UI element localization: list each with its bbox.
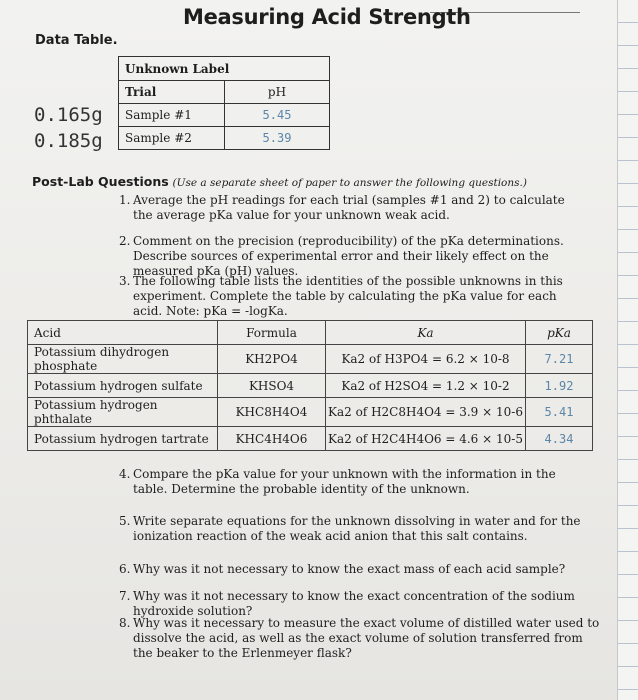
acid-formula: KHC8H4O4 — [218, 398, 326, 427]
acid-name: Potassium dihydrogen phosphate — [28, 345, 218, 374]
acid-pka: 7.21 — [526, 345, 593, 374]
question-4: 4. Compare the pKa value for your unknown with the information in the table. Determine the probable identity of the unknown. — [119, 467, 556, 496]
col-trial-header: Trial — [119, 81, 225, 104]
binder-edge — [617, 0, 638, 700]
acid-table — [27, 320, 593, 451]
trial-cell: Sample #2 — [119, 127, 225, 150]
question-3: 3. The following table lists the identities of the possible unknowns in this experiment. Complete the table by calculating the pKa value for each acid. Note: pKa = -logKa. — [119, 274, 563, 318]
acid-pka: 1.92 — [526, 374, 593, 398]
acid-ka: Ka2 of H2SO4 = 1.2 × 10-2 — [326, 374, 526, 398]
acid-formula: KH2PO4 — [218, 345, 326, 374]
question-1: 1. Average the pH readings for each trial (samples #1 and 2) to calculate the average pKa value for your unknown weak acid. — [119, 193, 565, 222]
col-ph-header: pH — [225, 81, 330, 104]
question-6: 6. Why was it not necessary to know the exact mass of each acid sample? — [119, 562, 566, 576]
acid-name: Potassium hydrogen phthalate — [28, 398, 218, 427]
data-table-heading: Data Table. — [35, 33, 118, 48]
acid-ka: Ka2 of H2C4H4O6 = 4.6 × 10-5 — [326, 427, 526, 451]
question-7: 7. Why was it not necessary to know the exact concentration of the sodium hydroxide solution? — [119, 589, 575, 618]
table-row — [28, 398, 593, 427]
table-row — [119, 104, 330, 127]
mass-sample-1: 0.165g — [34, 104, 103, 126]
table-row — [28, 427, 593, 451]
acid-pka: 5.41 — [526, 398, 593, 427]
ph-cell: 5.45 — [225, 104, 330, 127]
acid-header: Acid — [28, 321, 218, 345]
acid-name: Potassium hydrogen tartrate — [28, 427, 218, 451]
acid-formula: KHSO4 — [218, 374, 326, 398]
question-2: 2. Comment on the precision (reproducibility) of the pKa determinations. Describe sources of experimental error and their likely effect on the measured pKa (pH) values. — [119, 234, 564, 278]
table-row — [28, 374, 593, 398]
data-table — [118, 56, 330, 150]
post-lab-heading: Post-Lab Questions — [32, 174, 169, 189]
table-row — [119, 127, 330, 150]
formula-header: Formula — [218, 321, 326, 345]
question-5: 5. Write separate equations for the unknown dissolving in water and for the ionization reaction of the weak acid anion that this salt contains. — [119, 514, 581, 543]
pka-header: pKa — [526, 321, 593, 345]
trial-cell: Sample #1 — [119, 104, 225, 127]
data-table-header: Unknown Label — [119, 57, 330, 81]
acid-pka: 4.34 — [526, 427, 593, 451]
table-row — [28, 345, 593, 374]
ka-header: Ka — [326, 321, 526, 345]
question-8: 8. Why was it necessary to measure the exact volume of distilled water used to dissolve the acid, as well as the exact volume of solution transferred from the beaker to the Erlenmeyer flask? — [119, 616, 600, 660]
ph-cell: 5.39 — [225, 127, 330, 150]
post-lab-line — [32, 174, 527, 189]
page-title: Measuring Acid Strength — [183, 5, 471, 29]
acid-ka: Ka2 of H2C8H4O4 = 3.9 × 10-6 — [326, 398, 526, 427]
acid-name: Potassium hydrogen sulfate — [28, 374, 218, 398]
acid-ka: Ka2 of H3PO4 = 6.2 × 10-8 — [326, 345, 526, 374]
post-lab-instruction: (Use a separate sheet of paper to answer the following questions.) — [172, 177, 527, 189]
mass-sample-2: 0.185g — [34, 130, 103, 152]
acid-formula: KHC4H4O6 — [218, 427, 326, 451]
